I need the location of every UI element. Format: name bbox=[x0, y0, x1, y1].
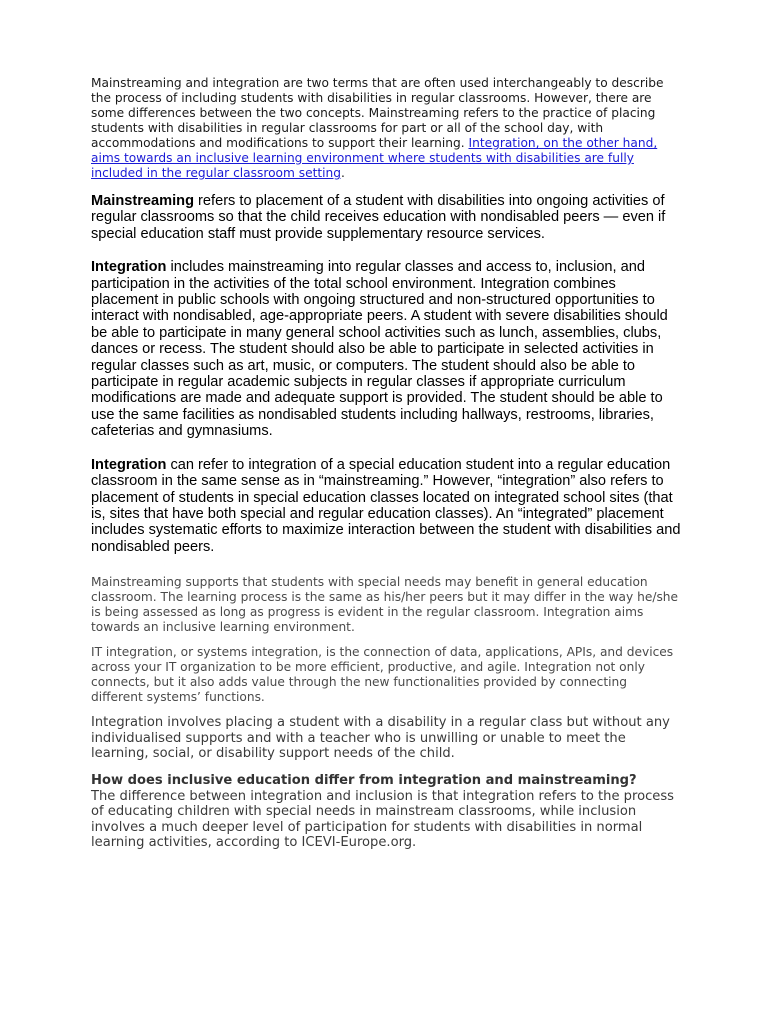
integration-text-1: includes mainstreaming into regular classes and access to, inclusion, and participation in the activities of the total school environment. Integration combines placement in public schools with ongoing structured and non-structured opportunities to interact with nondisabled, age-appropriate peers. A student with severe disabilities should be able to participate in many general school activities such as lunch, assemblies, clubs, dances or recess. The student should also be able to participate in selected activities in regular classes such as art, music, or computers. The student should also be able to participate in regular academic subjects in regular classes if appropriate curriculum modifications are made and adequate support is provided. The student should be able to use the same facilities as nondisabled students including hallways, restrooms, libraries, cafeterias and gymnasiums. bbox=[91, 259, 668, 440]
intro-paragraph bbox=[91, 76, 681, 181]
document-page bbox=[91, 76, 681, 862]
mainstreaming-text: refers to placement of a student with disabilities into ongoing activities of regular classrooms so that the child receives education with nondisabled peers — even if special education staff must provide supplementary resource services. bbox=[91, 193, 666, 242]
snippet-mainstreaming: Mainstreaming supports that students with special needs may benefit in general education classroom. The learning process is the same as his/her peers but it may differ in the way he/she is being assessed as long as progress is evident in the regular classroom. Integration aims towards an inclusive learning environment. bbox=[91, 575, 679, 635]
faq-question: How does inclusive education differ from integration and mainstreaming? bbox=[91, 773, 637, 789]
integration-link[interactable]: Integration, on the other hand, aims towards an inclusive learning environment where students with disabilities are fully included in the regular classroom setting bbox=[91, 136, 658, 180]
mainstreaming-term: Mainstreaming bbox=[91, 193, 194, 209]
integration-text-2: can refer to integration of a special education student into a regular education classroom in the same sense as in “mainstreaming.” However, “integration” also refers to placement of students in special education classes located on integrated school sites (that is, sites that have both special and regular education classes). An “integrated” placement includes systematic efforts to maximize interaction between the student with disabilities and nondisabled peers. bbox=[91, 456, 681, 555]
integration-term-2: Integration bbox=[91, 456, 167, 473]
faq-answer: The difference between integration and inclusion is that integration refers to the process of educating children with special needs in mainstream classrooms, while inclusion involves a much deeper level of participation for students with disabilities in normal learning activities, according to ICEVI-Europe.org. bbox=[91, 788, 674, 850]
intro-tail: . bbox=[340, 166, 345, 180]
intro-text: Mainstreaming and integration are two terms that are often used interchangeably to describe the process of including students with disabilities in regular classrooms. However, there are some differences between the two concepts. Mainstreaming refers to the practice of placing students with disabilities in regular classrooms for part or all of the school day, with accommodations and modifications to support their learning. bbox=[91, 76, 664, 150]
faq-block bbox=[91, 773, 681, 850]
integration-definition-2 bbox=[91, 457, 681, 555]
integration-term-1: Integration bbox=[91, 259, 167, 276]
snippet-integration: Integration involves placing a student with a disability in a regular class but without any individualised supports and with a teacher who is unwilling or unable to meet the learning, social, or disability support needs of the child. bbox=[91, 715, 670, 761]
snippet-it-integration: IT integration, or systems integration, is the connection of data, applications, APIs, and devices across your IT organization to be more efficient, productive, and agile. Integration not only connects, but it also adds value through the new functionalities provided by connecting different systems’ functions. bbox=[91, 645, 674, 705]
mainstreaming-definition bbox=[91, 193, 681, 242]
integration-definition-1 bbox=[91, 259, 681, 439]
